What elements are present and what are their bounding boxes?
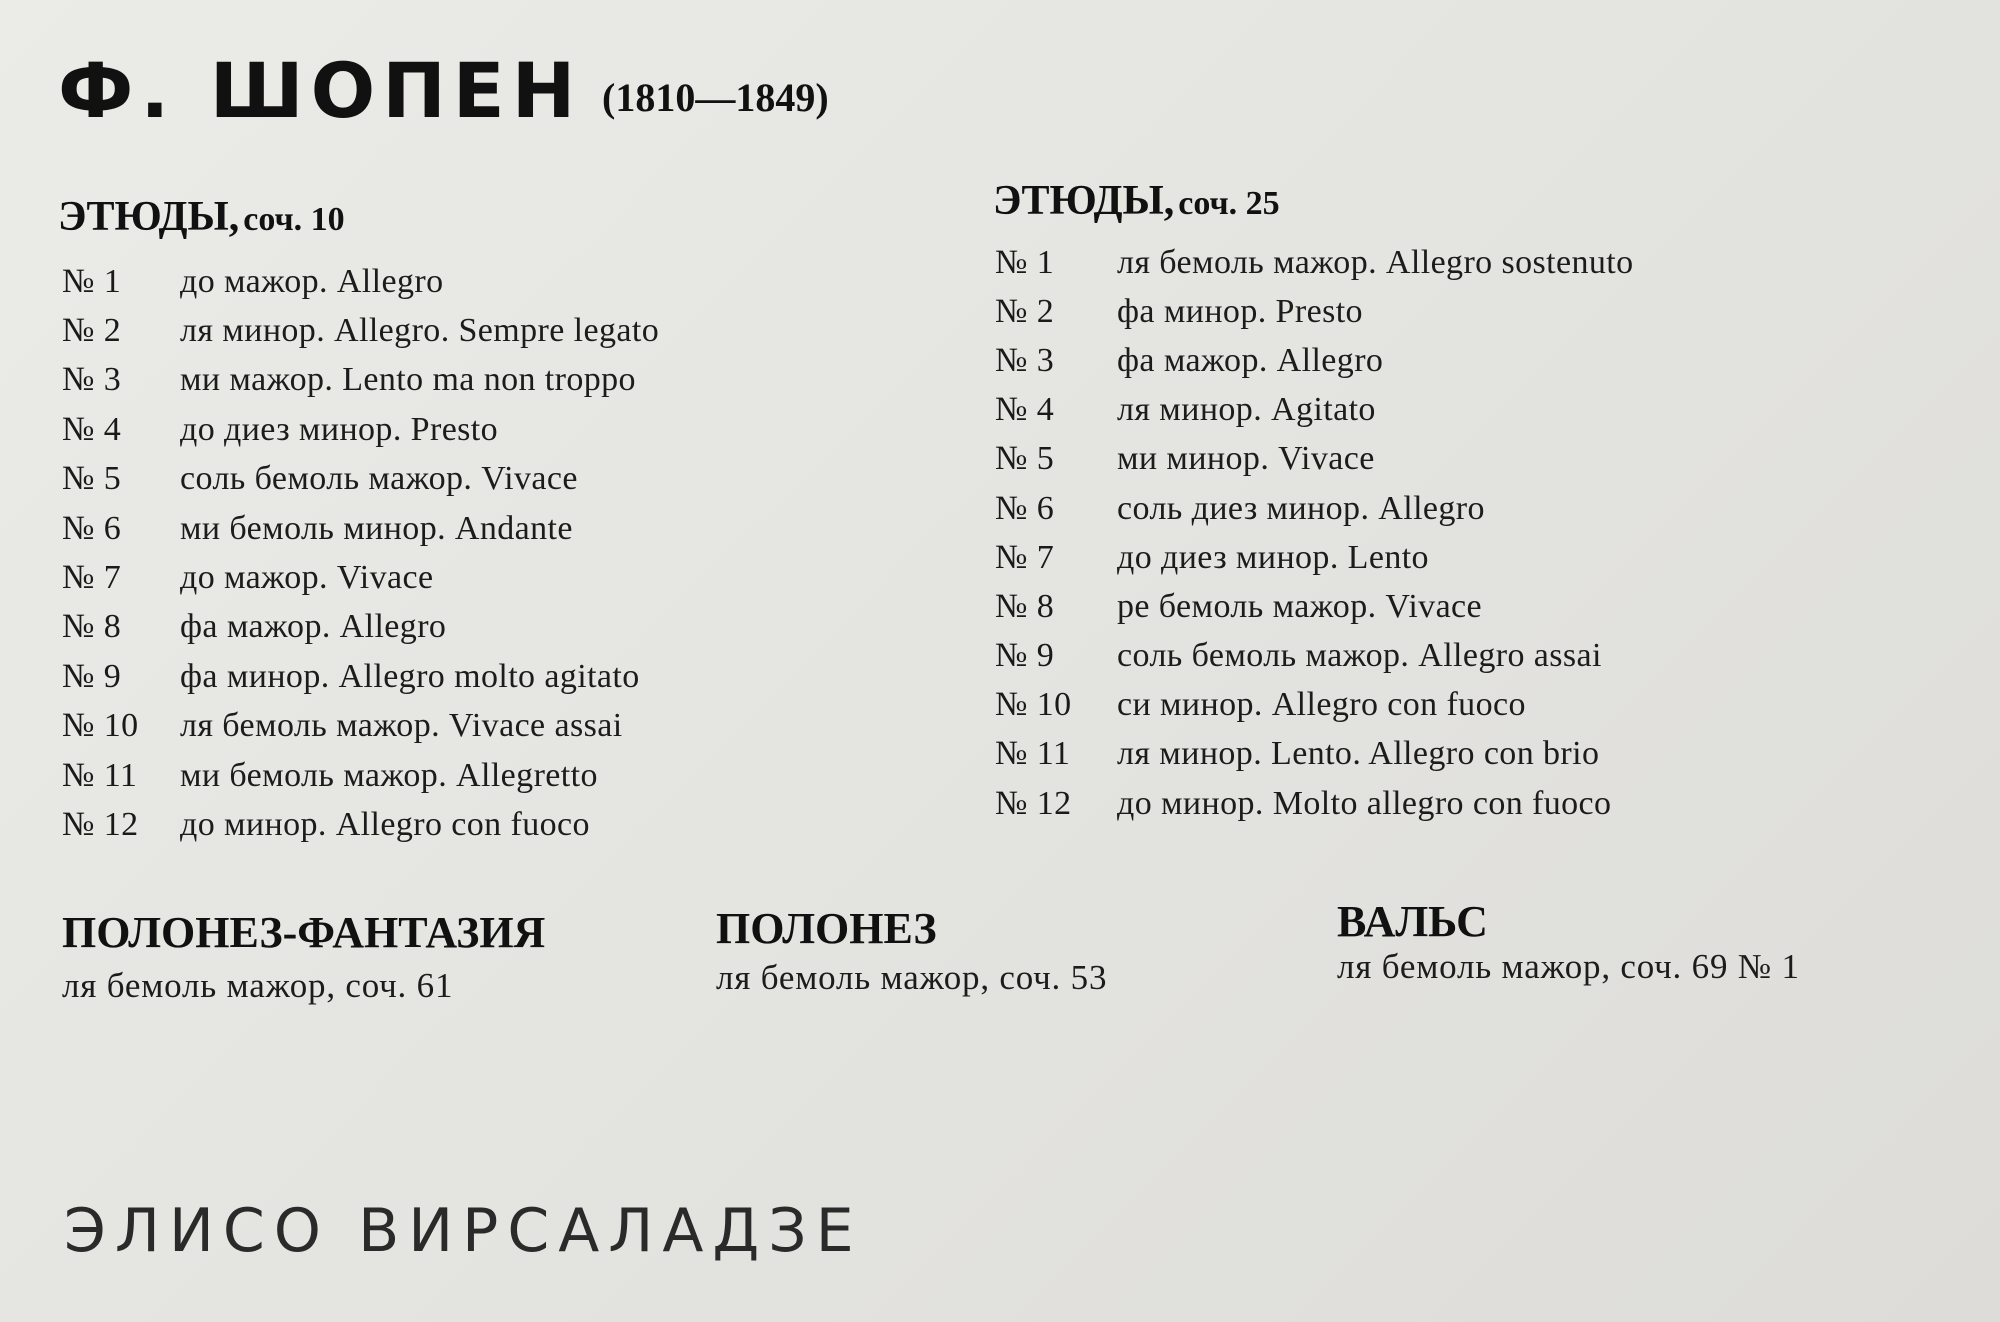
- etude-item: [995, 730, 1634, 779]
- etude-tempo: Vivace: [1278, 440, 1375, 478]
- polonaise-title: ПОЛОНЕЗ: [716, 904, 937, 953]
- etude-number: № 5: [995, 440, 1055, 478]
- etude-key: до мажор.: [180, 559, 328, 597]
- etude-tempo: Allegro sostenuto: [1385, 243, 1634, 281]
- etudes-op10-heading: [58, 193, 345, 241]
- etudes-op10-opus: соч. 10: [243, 201, 345, 238]
- etude-tempo: Vivace: [481, 460, 578, 498]
- waltz-subtitle: ля бемоль мажор, соч. 69 № 1: [1337, 947, 1800, 986]
- etude-key: до диез минор.: [180, 410, 402, 448]
- etude-item: [62, 405, 659, 454]
- etude-tempo: Molto allegro con fuoco: [1272, 784, 1612, 822]
- polonaise-fantasy-title: ПОЛОНЕЗ-ФАНТАЗИЯ: [62, 908, 546, 957]
- etude-number: № 9: [62, 657, 122, 695]
- etude-tempo: Allegretto: [456, 756, 598, 794]
- etude-key: фа мажор.: [180, 608, 331, 646]
- etude-number: № 1: [62, 262, 122, 300]
- etude-item: [62, 751, 659, 800]
- polonaise-subtitle: ля бемоль мажор, соч. 53: [716, 958, 1108, 997]
- etude-item: [62, 504, 659, 553]
- etude-number: № 10: [62, 707, 139, 745]
- etude-number: № 3: [995, 341, 1055, 379]
- etude-item: [995, 287, 1634, 336]
- etude-tempo: Lento ma non troppo: [342, 361, 636, 399]
- etude-key: ми бемоль мажор.: [180, 756, 448, 794]
- etude-tempo: Allegro: [1378, 489, 1485, 527]
- etude-number: № 7: [62, 559, 122, 597]
- polonaise-fantasy-subtitle: ля бемоль мажор, соч. 61: [62, 966, 454, 1005]
- etude-tempo: Allegro molto agitato: [338, 657, 640, 695]
- etude-key: соль бемоль мажор.: [180, 460, 473, 498]
- etude-key: ми бемоль минор.: [180, 509, 446, 547]
- composer-years: (1810—1849): [602, 75, 829, 120]
- etude-tempo: Vivace: [336, 559, 434, 597]
- etude-key: фа мажор.: [1117, 341, 1268, 379]
- etude-item: [995, 533, 1634, 582]
- etude-item: [995, 386, 1634, 435]
- etude-item: [995, 632, 1634, 681]
- etude-number: № 2: [62, 312, 122, 350]
- performer-name: ЭЛИСО ВИРСАЛАДЗЕ: [64, 1196, 863, 1266]
- etude-tempo: Vivace assai: [448, 707, 623, 745]
- etude-item: [62, 652, 659, 701]
- etude-tempo: Lento. Allegro con brio: [1271, 735, 1600, 773]
- etude-item: [995, 435, 1634, 484]
- etude-key: ми мажор.: [180, 361, 334, 399]
- etude-key: ля минор.: [1117, 391, 1263, 429]
- etude-key: ми минор.: [1117, 440, 1270, 478]
- etude-number: № 6: [62, 509, 122, 547]
- etude-number: № 10: [995, 686, 1072, 724]
- etude-number: № 4: [995, 391, 1055, 429]
- etude-item: [62, 702, 659, 751]
- etude-number: № 11: [62, 756, 138, 794]
- etudes-op10-list: [62, 257, 659, 850]
- etude-number: № 8: [62, 608, 122, 646]
- etude-tempo: Andante: [454, 509, 573, 547]
- etude-key: ля бемоль мажор.: [180, 707, 441, 745]
- etude-item: [62, 455, 659, 504]
- etude-number: № 12: [995, 784, 1072, 822]
- etude-number: № 3: [62, 361, 122, 399]
- etude-key: соль бемоль мажор.: [1117, 637, 1410, 675]
- etude-item: [995, 779, 1634, 828]
- etudes-op10-title: ЭТЮДЫ,: [58, 194, 240, 240]
- etude-key: ре бемоль мажор.: [1117, 587, 1377, 625]
- etude-tempo: Allegro: [336, 262, 444, 300]
- etudes-op25-list: [995, 238, 1634, 828]
- etude-tempo: Agitato: [1271, 391, 1376, 429]
- etude-number: № 4: [62, 410, 122, 448]
- etude-key: до диез минор.: [1117, 538, 1339, 576]
- etude-key: соль диез минор.: [1117, 489, 1370, 527]
- etude-item: [62, 603, 659, 652]
- etude-tempo: Allegro con fuoco: [335, 805, 590, 843]
- etude-tempo: Lento: [1347, 538, 1429, 576]
- etude-key: до минор.: [1117, 784, 1264, 822]
- etude-number: № 5: [62, 460, 122, 498]
- etude-key: си минор.: [1117, 686, 1263, 724]
- etude-number: № 2: [995, 292, 1055, 330]
- etude-item: [62, 306, 659, 355]
- etude-number: № 11: [995, 735, 1071, 773]
- etudes-op25-opus: соч. 25: [1178, 185, 1280, 222]
- etude-number: № 9: [995, 637, 1055, 675]
- etude-tempo: Allegro assai: [1418, 637, 1602, 675]
- etude-key: фа минор.: [1117, 292, 1267, 330]
- etude-item: [995, 336, 1634, 385]
- etude-item: [62, 257, 659, 306]
- etude-tempo: Presto: [410, 410, 499, 448]
- etude-item: [995, 238, 1634, 287]
- etude-item: [62, 553, 659, 602]
- etude-number: № 12: [62, 805, 139, 843]
- etude-tempo: Presto: [1275, 292, 1363, 330]
- etude-tempo: Allegro: [1276, 341, 1384, 379]
- waltz-title: ВАЛЬС: [1337, 897, 1488, 946]
- etude-number: № 7: [995, 538, 1055, 576]
- etudes-op25-heading: [993, 177, 1280, 225]
- etude-number: № 1: [995, 243, 1055, 281]
- etude-key: ля бемоль мажор.: [1117, 243, 1378, 281]
- etude-item: [995, 681, 1634, 730]
- composer-name: Ф. ШОПЕН: [58, 46, 583, 135]
- etude-tempo: Vivace: [1385, 587, 1483, 625]
- etude-key: до мажор.: [180, 262, 328, 300]
- etude-number: № 6: [995, 489, 1055, 527]
- etude-tempo: Allegro con fuoco: [1271, 686, 1526, 724]
- etude-item: [995, 484, 1634, 533]
- etude-key: фа минор.: [180, 657, 330, 695]
- etude-number: № 8: [995, 587, 1055, 625]
- etude-key: до минор.: [180, 805, 327, 843]
- etude-tempo: Allegro: [339, 608, 447, 646]
- etude-tempo: Allegro. Sempre legato: [334, 312, 660, 350]
- etude-item: [995, 582, 1634, 631]
- etude-item: [62, 356, 659, 405]
- etude-key: ля минор.: [180, 312, 326, 350]
- etude-key: ля минор.: [1117, 735, 1263, 773]
- etude-item: [62, 800, 659, 849]
- etudes-op25-title: ЭТЮДЫ,: [993, 178, 1175, 224]
